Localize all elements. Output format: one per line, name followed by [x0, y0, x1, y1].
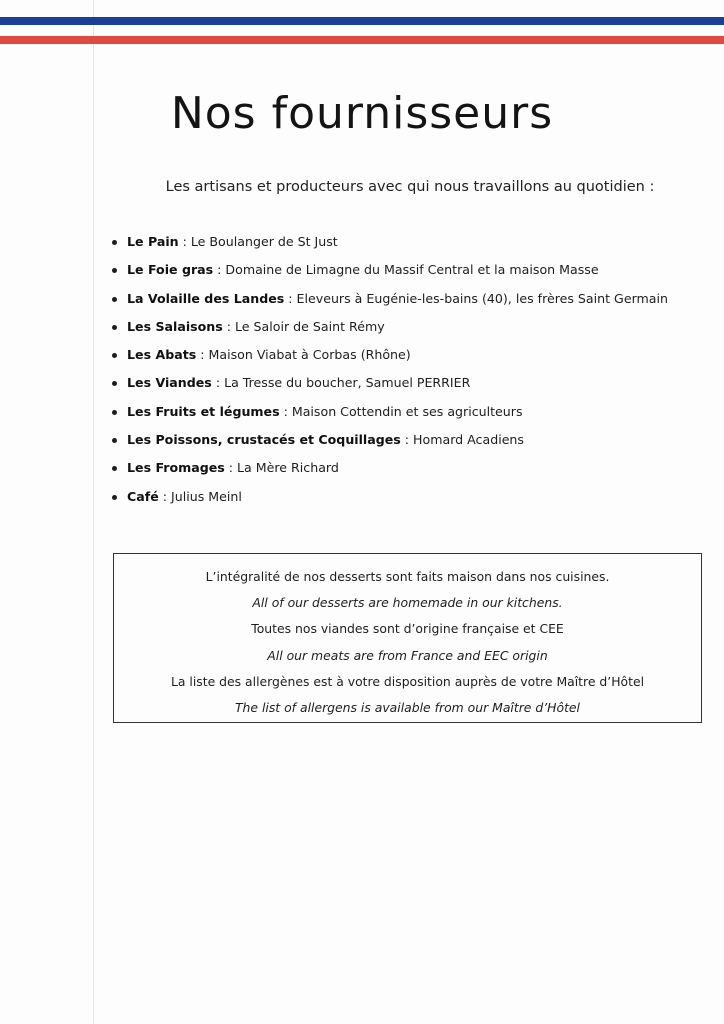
list-item: Les Abats : Maison Viabat à Corbas (Rhône) — [110, 344, 710, 372]
notice-box — [113, 553, 702, 723]
supplier-list — [110, 231, 710, 514]
supplier-category: Le Foie gras — [127, 262, 214, 278]
bullet-icon — [112, 381, 117, 386]
notice-desserts-en: All of our desserts are homemade in our kitchens. — [252, 595, 563, 611]
notice-desserts-fr: L’intégralité de nos desserts sont faits maison dans nos cuisines. — [205, 569, 610, 584]
flag-stripe-red — [0, 36, 724, 44]
supplier-category: Le Pain — [127, 234, 179, 249]
notice-allergens-fr: La liste des allergènes est à votre disposition auprès de votre Maître d’Hôtel — [170, 673, 645, 689]
bullet-icon — [112, 466, 117, 471]
list-item: Les Fruits et légumes : Maison Cottendin et ses agriculteurs — [110, 401, 710, 429]
page-guide-line — [93, 0, 94, 1024]
supplier-name: Le Saloir de Saint Rémy — [235, 318, 385, 334]
supplier-category: Les Abats — [127, 347, 197, 363]
supplier-name: Maison Cottendin et ses agriculteurs — [291, 403, 523, 419]
supplier-name: La Tresse du boucher, Samuel PERRIER — [224, 375, 471, 391]
bullet-icon — [112, 438, 117, 443]
bullet-icon — [112, 495, 117, 500]
list-item: Le Pain : Le Boulanger de St Just — [110, 231, 710, 259]
notice-allergens-en: The list of allergens is available from our Maître d’Hôtel — [234, 700, 580, 716]
supplier-name: Eleveurs à Eugénie-les-bains (40), les frères Saint Germain — [296, 290, 668, 306]
subtitle-text: Les artisans et producteurs avec qui nous travaillons au quotidien : — [165, 179, 655, 195]
flag-stripe-blue — [0, 17, 724, 25]
bullet-icon — [112, 353, 117, 358]
bullet-icon — [112, 410, 117, 415]
list-item: Les Viandes : La Tresse du boucher, Samuel PERRIER — [110, 372, 710, 400]
supplier-category: Les Salaisons — [127, 318, 223, 334]
notice-meats-fr: Toutes nos viandes sont d’origine française et CEE — [251, 621, 564, 637]
bullet-icon — [112, 268, 117, 273]
list-item: Le Foie gras : Domaine de Limagne du Massif Central et la maison Masse — [110, 259, 710, 287]
bullet-icon — [112, 297, 117, 302]
supplier-name: Julius Meinl — [171, 488, 242, 504]
supplier-category: Les Viandes — [127, 375, 212, 391]
page-subtitle — [0, 179, 724, 195]
supplier-category: La Volaille des Landes — [127, 290, 285, 306]
supplier-name: Maison Viabat à Corbas (Rhône) — [208, 347, 411, 363]
list-item: Les Salaisons : Le Saloir de Saint Rémy — [110, 316, 710, 344]
supplier-category: Les Fruits et légumes — [127, 403, 280, 419]
bullet-icon — [112, 240, 117, 245]
bullet-icon — [112, 325, 117, 330]
supplier-category: Café — [127, 488, 159, 504]
supplier-name: La Mère Richard — [237, 460, 339, 476]
list-item: Les Poissons, crustacés et Coquillages : Homard Acadiens — [110, 429, 710, 457]
supplier-name: Homard Acadiens — [413, 432, 524, 448]
page-title: Nos fournisseurs — [170, 88, 554, 139]
supplier-name: Domaine de Limagne du Massif Central et la maison Masse — [225, 262, 599, 278]
list-item: La Volaille des Landes : Eleveurs à Eugénie-les-bains (40), les frères Saint Germain — [110, 288, 710, 316]
supplier-category: Les Poissons, crustacés et Coquillages — [127, 432, 401, 448]
supplier-category: Les Fromages — [127, 460, 225, 476]
supplier-name: Le Boulanger de St Just — [190, 234, 338, 249]
notice-meats-en: All our meats are from France and EEC origin — [267, 647, 548, 663]
list-item: Café : Julius Meinl — [110, 486, 710, 514]
list-item: Les Fromages : La Mère Richard — [110, 457, 710, 485]
